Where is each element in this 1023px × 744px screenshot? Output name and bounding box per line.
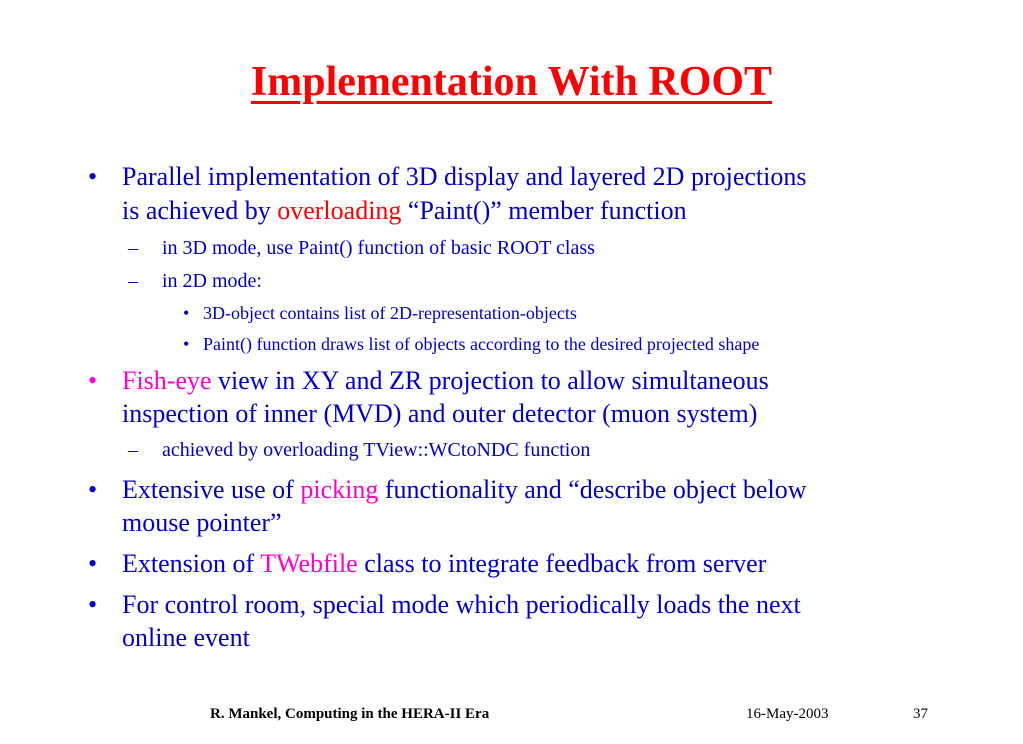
bullet-2-line-2: inspection of inner (MVD) and outer detector (muon system) bbox=[122, 399, 758, 428]
text-span: “Paint()” member function bbox=[401, 196, 687, 225]
bullet-4-line-1 bbox=[122, 547, 766, 581]
highlight-overloading: overloading bbox=[277, 196, 402, 225]
bullet-icon: • bbox=[183, 303, 190, 323]
text-span: is achieved by bbox=[122, 196, 278, 225]
text-span: view in XY and ZR projection to allow simultaneous bbox=[211, 366, 769, 395]
footer-date: 16-May-2003 bbox=[746, 706, 829, 722]
text-span: Extensive use of bbox=[122, 475, 301, 504]
dash-icon: – bbox=[128, 270, 138, 292]
bullet-icon: • bbox=[183, 334, 190, 354]
text-span: class to integrate feedback from server bbox=[357, 549, 767, 578]
bullet-1-sub-1: in 3D mode, use Paint() function of basic ROOT class bbox=[162, 237, 595, 259]
bullet-1-line-1: Parallel implementation of 3D display and layered 2D projections bbox=[122, 162, 807, 191]
bullet-1-sub-2: in 2D mode: bbox=[162, 270, 262, 292]
bullet-2-line-1 bbox=[122, 364, 769, 398]
bullet-1-subsub-2: Paint() function draws list of objects according to the desired projected shape bbox=[203, 334, 760, 354]
bullet-5-line-1: For control room, special mode which periodically loads the next bbox=[122, 590, 801, 619]
highlight-twebfile: TWebfile bbox=[260, 549, 358, 578]
bullet-3-line-1 bbox=[122, 473, 806, 507]
bullet-3-line-2: mouse pointer” bbox=[122, 508, 282, 537]
dash-icon: – bbox=[128, 439, 138, 461]
text-span: functionality and “describe object below bbox=[378, 475, 807, 504]
bullet-2-sub-1: achieved by overloading TView::WCtoNDC function bbox=[162, 439, 591, 461]
bullet-icon: • bbox=[88, 590, 98, 619]
bullet-1-line-2 bbox=[122, 194, 687, 228]
bullet-icon: • bbox=[88, 549, 98, 578]
footer-page-number: 37 bbox=[913, 706, 928, 722]
slide-title: Implementation With ROOT bbox=[250, 59, 773, 105]
highlight-fish-eye: Fish-eye bbox=[122, 366, 212, 395]
highlight-picking: picking bbox=[300, 475, 379, 504]
bullet-icon: • bbox=[88, 366, 98, 395]
bullet-icon: • bbox=[88, 162, 98, 191]
footer-author: R. Mankel, Computing in the HERA-II Era bbox=[210, 706, 490, 722]
text-span: Extension of bbox=[122, 549, 261, 578]
dash-icon: – bbox=[128, 237, 138, 259]
bullet-1-subsub-1: 3D-object contains list of 2D-representation-objects bbox=[203, 303, 577, 323]
bullet-5-line-2: online event bbox=[122, 623, 250, 652]
bullet-icon: • bbox=[88, 475, 98, 504]
